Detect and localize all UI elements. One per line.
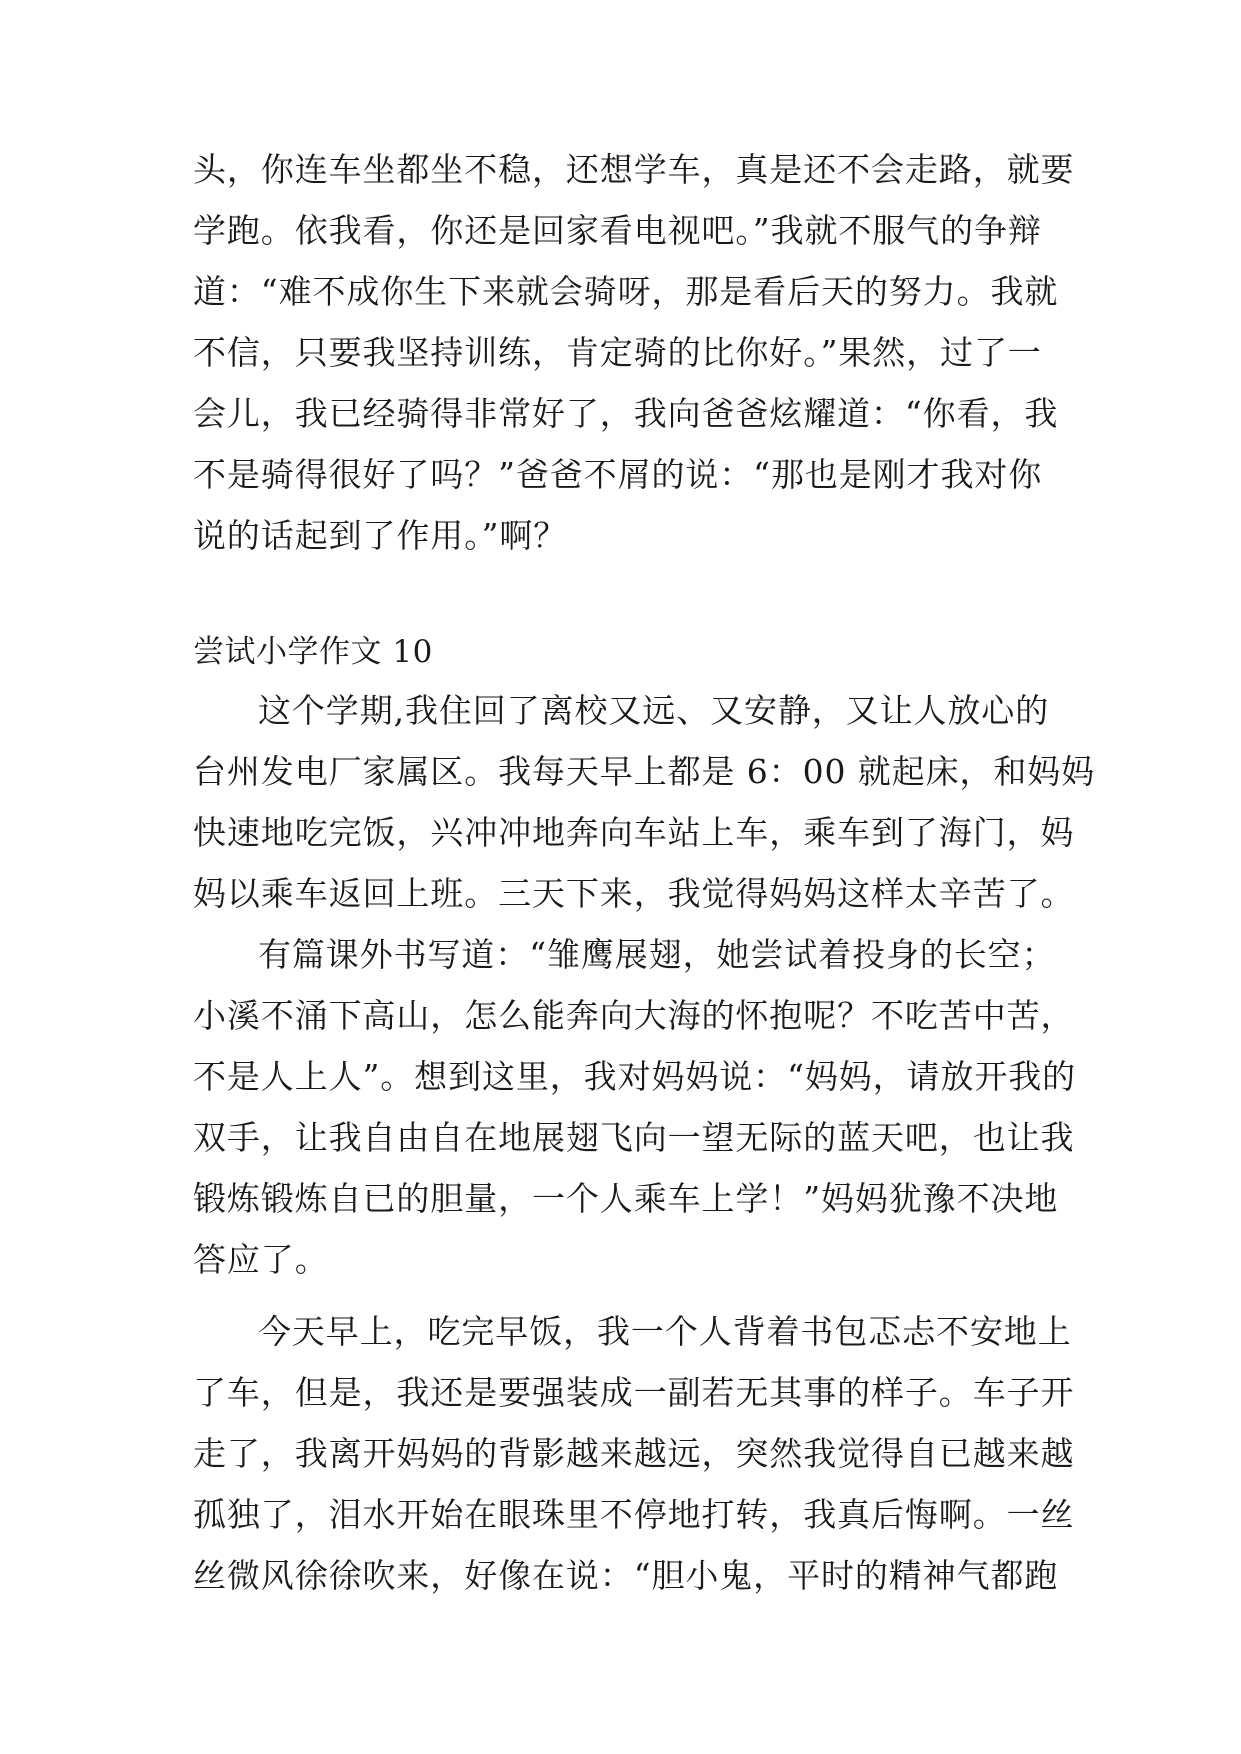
text-line: 这个学期,我住回了离校又远、又安静，又让人放心的 bbox=[258, 691, 1050, 730]
text-line: 孤独了，泪水开始在眼珠里不停地打转，我真后悔啊。一丝 bbox=[193, 1495, 1075, 1534]
text-line: 双手，让我自由自在地展翅飞向一望无际的蓝天吧，也让我 bbox=[193, 1118, 1075, 1157]
text-line: 学跑。依我看，你还是回家看电视吧。”我就不服气的争辩 bbox=[193, 211, 1042, 250]
text-line: 不是骑得很好了吗？”爸爸不屑的说：“那也是刚才我对你 bbox=[193, 455, 1043, 494]
text-line: 头，你连车坐都坐不稳，还想学车，真是还不会走路，就要 bbox=[193, 150, 1075, 189]
text-line: 说的话起到了作用。”啊？ bbox=[193, 516, 568, 555]
text-line: 道：“难不成你生下来就会骑呀，那是看后天的努力。我就 bbox=[193, 272, 1059, 311]
text-line: 妈以乘车返回上班。三天下来，我觉得妈妈这样太辛苦了。 bbox=[193, 874, 1075, 913]
text-line: 不是人上人”。想到这里，我对妈妈说：“妈妈，请放开我的 bbox=[193, 1057, 1077, 1096]
text-line: 快速地吃完饭，兴冲冲地奔向车站上车，乘车到了海门，妈 bbox=[193, 813, 1075, 852]
text-line: 小溪不涌下高山，怎么能奔向大海的怀抱呢？不吃苦中苦， bbox=[193, 996, 1075, 1035]
text-line: 今天早上，吃完早饭，我一个人背着书包忑忐不安地上 bbox=[258, 1312, 1072, 1351]
text-line: 会儿，我已经骑得非常好了，我向爸爸炫耀道：“你看，我 bbox=[193, 394, 1059, 433]
text-line: 丝微风徐徐吹来，好像在说：“胆小鬼，平时的精神气都跑 bbox=[193, 1556, 1059, 1595]
text-line: 了车，但是，我还是要强装成一副若无其事的样子。车子开 bbox=[193, 1373, 1075, 1412]
text-line: 不信，只要我坚持训练，肯定骑的比你好。”果然，过了一 bbox=[193, 333, 1042, 372]
text-line: 台州发电厂家属区。我每天早上都是 6：00 就起床，和妈妈 bbox=[193, 752, 1096, 791]
text-line: 锻炼锻炼自已的胆量，一个人乘车上学！”妈妈犹豫不决地 bbox=[193, 1179, 1059, 1218]
essay-title: 尝试小学作文 10 bbox=[193, 634, 433, 670]
text-line: 有篇课外书写道：“雏鹰展翅，她尝试着投身的长空； bbox=[258, 935, 1056, 974]
text-line: 走了，我离开妈妈的背影越来越远，突然我觉得自已越来越 bbox=[193, 1434, 1075, 1473]
text-line: 答应了。 bbox=[193, 1240, 329, 1279]
